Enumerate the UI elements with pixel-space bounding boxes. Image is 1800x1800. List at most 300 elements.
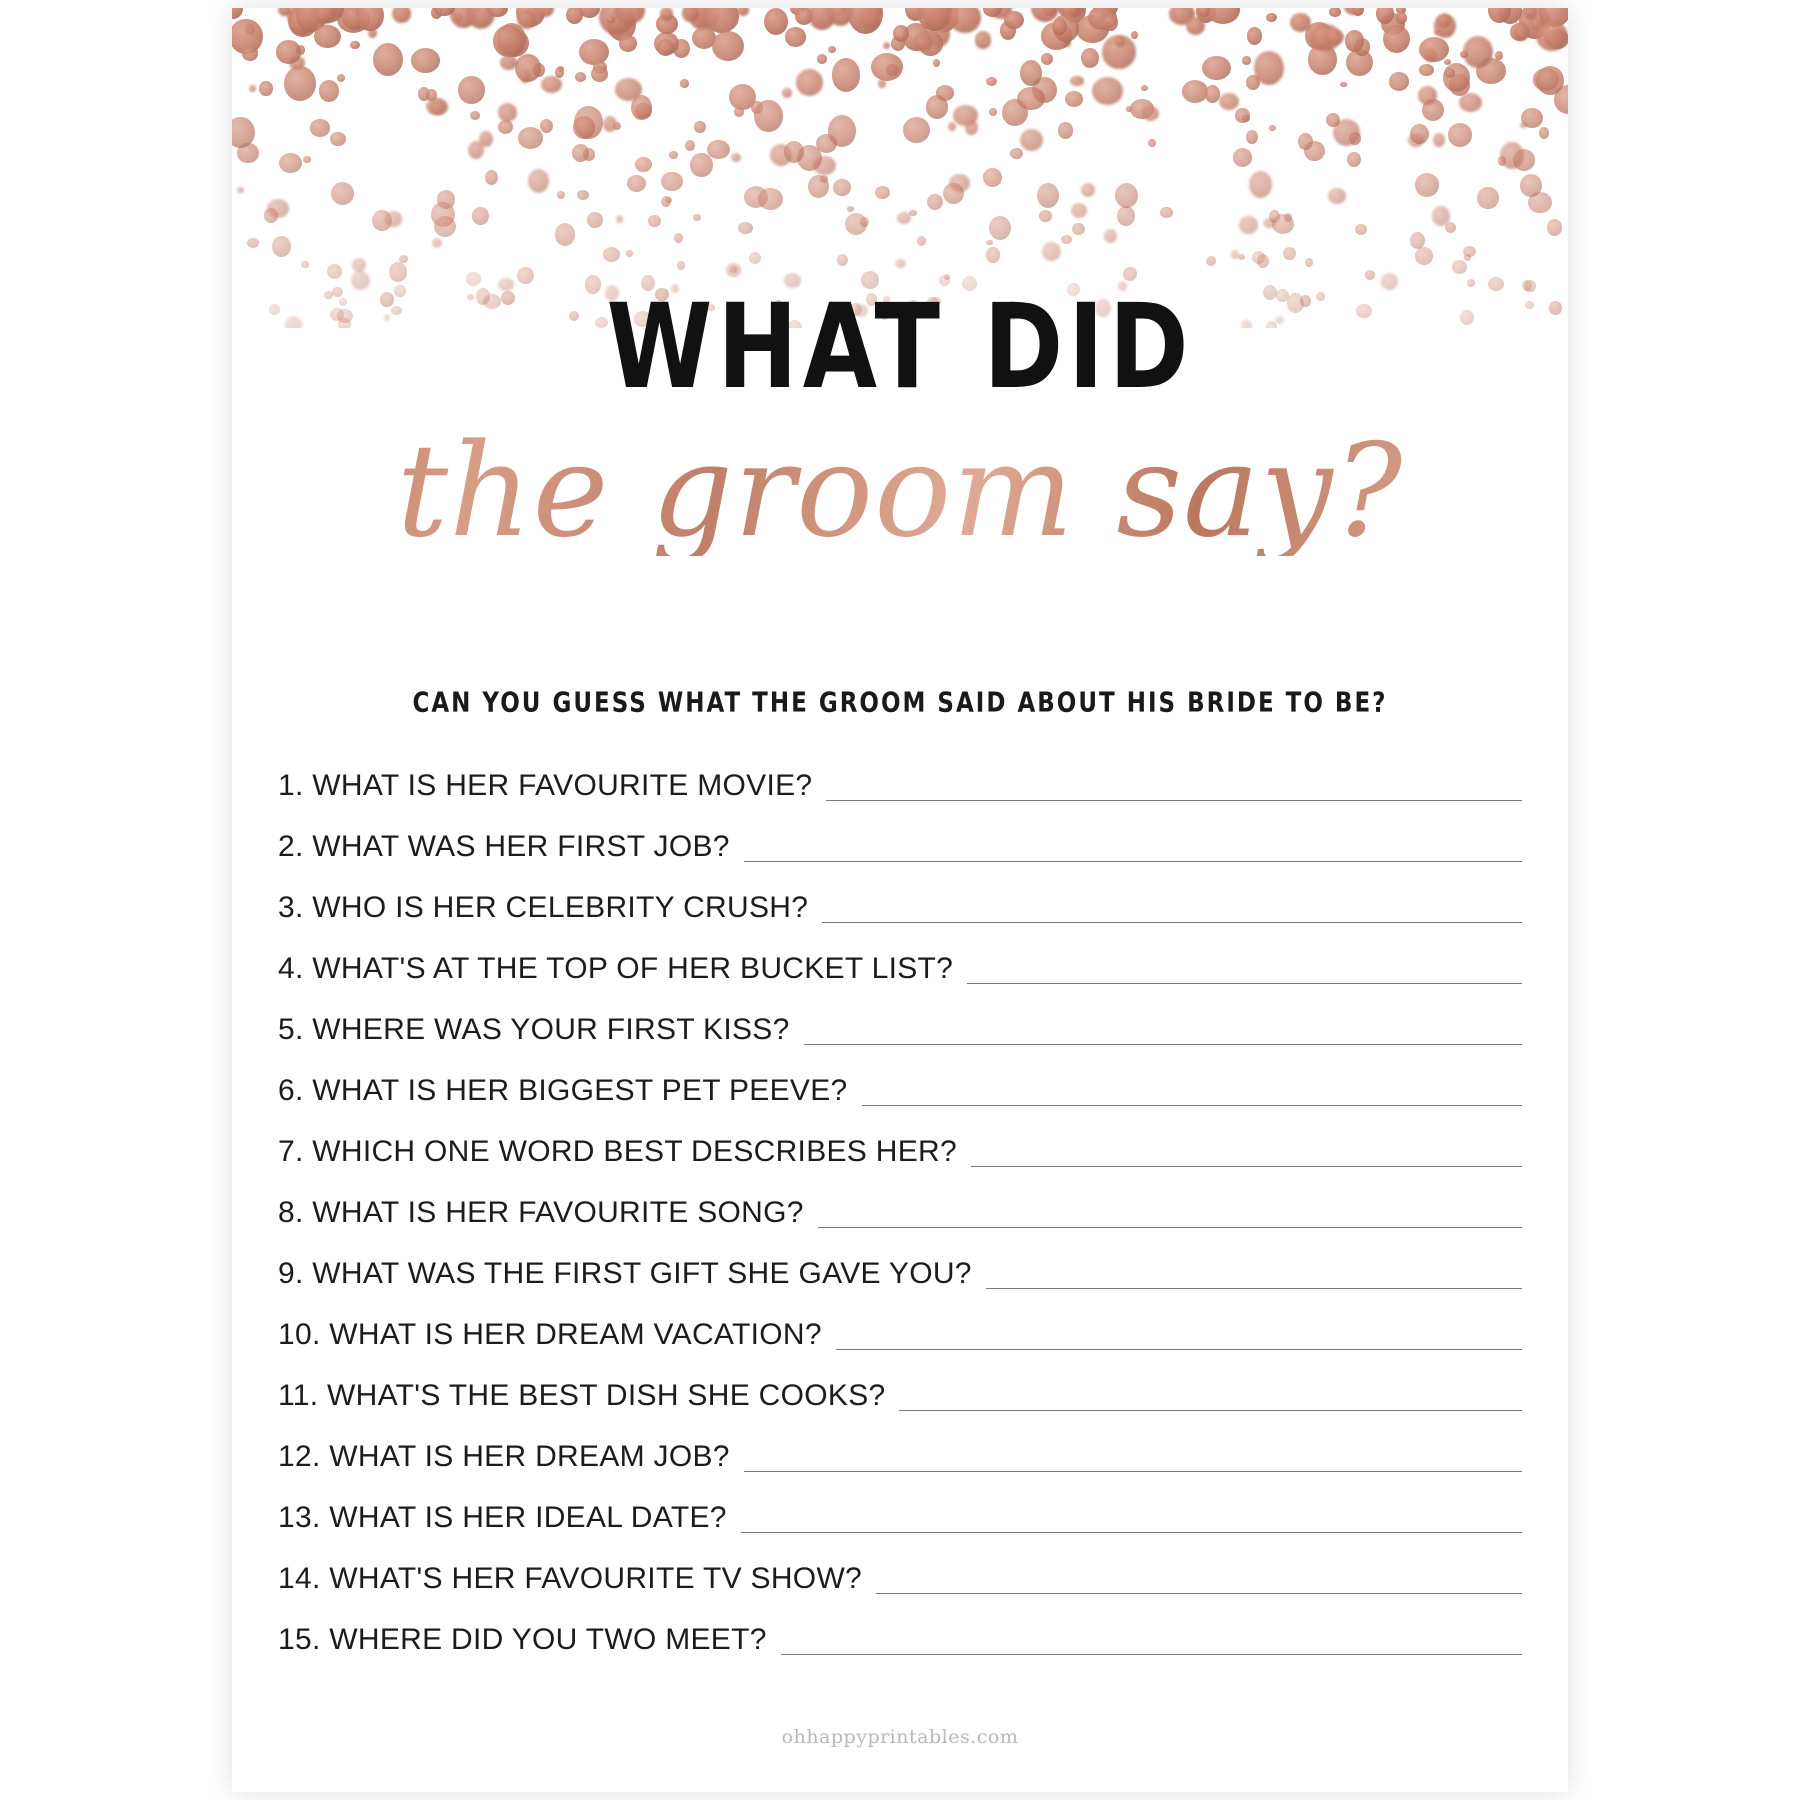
confetti-dot: [1037, 183, 1059, 208]
confetti-dot: [1345, 30, 1364, 51]
confetti-dot: [1061, 235, 1072, 244]
confetti-dot: [656, 14, 677, 33]
confetti-dot: [1060, 8, 1084, 18]
confetti-dot: [1269, 125, 1276, 131]
confetti-dot: [860, 217, 869, 227]
confetti-dot: [279, 153, 302, 173]
confetti-dot: [1254, 51, 1284, 86]
question-text: 13. WHAT IS HER IDEAL DATE?: [278, 1501, 727, 1534]
list-item: [232, 1480, 1568, 1541]
confetti-dot: [990, 8, 1012, 19]
confetti-dot: [1419, 37, 1449, 62]
confetti-dot: [1418, 86, 1437, 105]
question-text: 8. WHAT IS HER FAVOURITE SONG?: [278, 1196, 804, 1229]
confetti-dot: [232, 8, 243, 19]
confetti-dot: [1347, 152, 1361, 167]
confetti-dot: [566, 8, 583, 24]
confetti-dot: [536, 8, 553, 17]
confetti-dot: [1304, 141, 1325, 161]
confetti-dot: [487, 8, 508, 17]
confetti-dot: [1445, 222, 1456, 233]
confetti-dot: [1102, 21, 1110, 28]
confetti-dot: [1326, 113, 1341, 128]
confetti-dot: [813, 156, 836, 175]
confetti-dot: [1500, 8, 1509, 15]
confetti-dot: [1102, 35, 1135, 69]
confetti-dot: [1396, 12, 1407, 24]
confetti-dot: [555, 223, 575, 246]
confetti-dot: [1349, 132, 1361, 145]
confetti-dot: [458, 76, 485, 103]
confetti-dot: [737, 8, 749, 16]
answer-line[interactable]: [836, 1349, 1522, 1350]
confetti-dot: [337, 8, 370, 33]
confetti-dot: [660, 8, 673, 21]
confetti-dot: [312, 8, 337, 23]
confetti-dot: [1196, 8, 1216, 23]
printable-card: [232, 8, 1568, 1792]
confetti-dot: [729, 84, 756, 110]
confetti-dot: [247, 238, 259, 248]
confetti-dot: [1252, 251, 1265, 264]
confetti-dot: [1126, 106, 1132, 112]
confetti-dot: [431, 8, 442, 19]
confetti-dot: [1434, 30, 1441, 36]
confetti-dot: [1032, 77, 1057, 103]
confetti-dot: [327, 264, 342, 279]
answer-line[interactable]: [744, 1471, 1522, 1472]
confetti-dot: [1141, 85, 1148, 92]
confetti-dot: [287, 8, 312, 28]
answer-line[interactable]: [826, 800, 1522, 801]
confetti-dot: [1115, 183, 1138, 208]
confetti-dot: [953, 105, 978, 126]
confetti-dot: [237, 143, 258, 163]
confetti-dot: [1355, 224, 1367, 235]
confetti-dot: [1448, 123, 1473, 147]
confetti-dot: [673, 39, 690, 59]
confetti-dot: [1495, 51, 1503, 60]
answer-line[interactable]: [804, 1044, 1522, 1045]
confetti-dot: [909, 210, 917, 216]
confetti-dot: [1521, 108, 1544, 129]
confetti-dot: [1464, 254, 1471, 260]
confetti-dot: [276, 40, 302, 63]
answer-line[interactable]: [741, 1532, 1522, 1533]
confetti-dot: [1329, 8, 1340, 17]
confetti-dot: [1000, 21, 1017, 40]
confetti-dot: [314, 25, 341, 48]
confetti-dot: [796, 69, 823, 95]
confetti-dot: [1305, 22, 1333, 50]
confetti-dot: [1182, 80, 1208, 103]
answer-line[interactable]: [781, 1654, 1522, 1655]
confetti-dot: [259, 81, 272, 96]
confetti-dot: [1408, 133, 1424, 147]
confetti-dot: [1510, 23, 1529, 40]
confetti-dot: [758, 188, 782, 210]
confetti-dot: [485, 170, 498, 185]
confetti-dot: [1148, 139, 1156, 147]
confetti-dot: [933, 59, 940, 67]
confetti-dot: [837, 254, 848, 266]
confetti-dot: [1142, 106, 1159, 121]
confetti-dot: [1092, 77, 1123, 105]
confetti-dot: [479, 131, 493, 146]
confetti-dot: [692, 27, 716, 49]
confetti-dot: [1419, 64, 1433, 76]
confetti-dot: [237, 187, 244, 193]
confetti-dot: [923, 8, 959, 33]
confetti-dot: [693, 214, 701, 221]
confetti-dot: [613, 122, 621, 130]
confetti-dot: [1020, 129, 1043, 151]
confetti-dot: [1514, 22, 1530, 40]
confetti-dot: [245, 24, 255, 35]
answer-line[interactable]: [876, 1593, 1522, 1594]
answer-line[interactable]: [822, 922, 1522, 923]
confetti-dot: [832, 58, 860, 91]
confetti-dot: [426, 98, 446, 115]
confetti-dot: [433, 8, 454, 16]
confetti-dot: [1257, 254, 1269, 268]
confetti-dot: [1443, 63, 1471, 92]
confetti-dot: [1263, 218, 1276, 229]
confetti-dot: [310, 119, 330, 136]
confetti-dot: [1305, 258, 1314, 268]
confetti-dot: [749, 252, 761, 264]
confetti-dot: [917, 236, 926, 246]
confetti-dot: [472, 8, 481, 12]
confetti-dot: [929, 8, 938, 13]
confetti-dot: [699, 8, 707, 12]
confetti-dot: [1546, 29, 1568, 49]
confetti-dot: [311, 8, 344, 23]
answer-line[interactable]: [971, 1166, 1522, 1167]
confetti-dot: [1070, 76, 1083, 87]
confetti-dot: [1554, 85, 1568, 113]
confetti-dot: [1053, 14, 1080, 42]
confetti-dot: [616, 215, 623, 223]
confetti-dot: [426, 89, 437, 101]
confetti-dot: [1539, 8, 1568, 27]
confetti-dot: [688, 8, 717, 30]
confetti-dot: [1520, 174, 1542, 197]
question-list: [232, 748, 1568, 1663]
confetti-dot: [356, 8, 384, 31]
confetti-dot: [583, 148, 595, 162]
confetti-dot: [1246, 130, 1258, 143]
watermark-footer: ohhappyprintables.com: [781, 1726, 1019, 1748]
confetti-dot: [500, 29, 529, 58]
confetti-dot: [1530, 18, 1545, 31]
confetti-dot: [497, 23, 526, 56]
confetti-dot: [859, 8, 881, 19]
confetti-dot: [437, 190, 456, 208]
confetti-dot: [986, 247, 1000, 263]
confetti-dot: [1076, 15, 1109, 43]
answer-line[interactable]: [967, 983, 1522, 984]
confetti-dot: [555, 67, 564, 78]
confetti-dot: [303, 156, 311, 163]
confetti-dot: [1290, 13, 1311, 32]
confetti-dot: [983, 8, 1002, 17]
confetti-dot: [626, 250, 634, 257]
confetti-dot: [1206, 256, 1216, 266]
confetti-dot: [1010, 148, 1023, 160]
confetti-dot: [603, 247, 620, 262]
confetti-dot: [1544, 30, 1558, 45]
confetti-dot: [1434, 14, 1456, 38]
confetti-dot: [515, 54, 541, 82]
confetti-dot: [1104, 229, 1117, 243]
confetti-dot: [635, 157, 652, 172]
confetti-dot: [411, 48, 440, 73]
confetti-dot: [784, 141, 804, 163]
confetti-dot: [1284, 213, 1292, 222]
list-item: [232, 1114, 1568, 1175]
question-text: 3. WHO IS HER CELEBRITY CRUSH?: [278, 891, 809, 924]
confetti-dot: [816, 134, 837, 153]
confetti-dot: [1246, 75, 1259, 90]
confetti-dot: [903, 23, 929, 51]
confetti-dot: [661, 172, 683, 192]
answer-line[interactable]: [744, 861, 1522, 862]
confetti-dot: [848, 8, 883, 34]
confetti-dot: [498, 120, 514, 134]
list-item: [232, 1419, 1568, 1480]
confetti-dot: [1088, 8, 1117, 30]
list-item: [232, 1602, 1568, 1663]
confetti-dot: [450, 8, 477, 28]
confetti-dot: [1536, 21, 1568, 52]
answer-line[interactable]: [899, 1410, 1522, 1411]
confetti-dot: [684, 8, 703, 19]
confetti-dot: [1539, 127, 1549, 138]
confetti-dot: [631, 95, 652, 120]
confetti-dot: [817, 54, 827, 63]
confetti-dot: [690, 153, 712, 177]
confetti-dot: [587, 212, 603, 228]
confetti-dot: [392, 8, 410, 23]
confetti-dot: [284, 66, 316, 101]
confetti-dot: [635, 103, 651, 120]
confetti-dot: [883, 42, 891, 49]
confetti-dot: [1333, 119, 1361, 146]
confetti-dot: [680, 79, 690, 87]
confetti-dot: [648, 215, 661, 227]
confetti-dot: [1536, 66, 1564, 95]
question-text: 4. WHAT'S AT THE TOP OF HER BUCKET LIST?: [278, 952, 954, 985]
confetti-dot: [731, 153, 741, 162]
confetti-dot: [232, 117, 255, 148]
confetti-dot: [579, 39, 608, 65]
confetti-dot: [533, 63, 545, 77]
question-text: 12. WHAT IS HER DREAM JOB?: [278, 1440, 730, 1473]
question-text: 11. WHAT'S THE BEST DISH SHE COOKS?: [278, 1379, 886, 1412]
confetti-dot: [350, 41, 359, 49]
question-text: 15. WHERE DID YOU TWO MEET?: [278, 1623, 767, 1656]
confetti-dot: [1186, 17, 1205, 35]
confetti-dot: [674, 233, 683, 243]
confetti-dot: [696, 8, 720, 27]
confetti-dot: [572, 144, 589, 161]
confetti-dot: [455, 12, 463, 21]
confetti-dot: [493, 25, 524, 58]
confetti-dot: [249, 85, 256, 92]
list-item: [232, 931, 1568, 992]
confetti-dot: [1376, 8, 1395, 24]
confetti-dot: [891, 36, 905, 51]
confetti-dot: [1115, 36, 1126, 46]
confetti-dot: [1346, 49, 1373, 76]
confetti-dot: [331, 182, 355, 205]
confetti-dot: [859, 9, 879, 29]
confetti-dot: [1444, 68, 1455, 78]
confetti-dot: [1063, 39, 1071, 48]
confetti-dot: [372, 210, 392, 231]
confetti-dot: [520, 71, 531, 83]
confetti-dot: [926, 22, 950, 47]
confetti-dot: [949, 174, 970, 193]
title-block: [232, 278, 1568, 566]
confetti-dot: [1449, 74, 1471, 96]
confetti-dot: [869, 8, 882, 17]
confetti-dot: [669, 151, 679, 159]
confetti-dot: [1235, 108, 1249, 123]
confetti-dot: [730, 266, 737, 272]
confetti-dot: [1308, 44, 1336, 75]
confetti-dot: [1093, 8, 1118, 18]
answer-line[interactable]: [862, 1105, 1522, 1106]
confetti-dot: [373, 43, 403, 76]
confetti-dot: [315, 8, 333, 24]
confetti-dot: [615, 78, 642, 101]
confetti-dot: [1266, 13, 1277, 22]
confetti-dot: [797, 145, 822, 171]
confetti-dot: [1103, 14, 1118, 31]
confetti-dot: [389, 262, 407, 282]
confetti-dot: [264, 208, 278, 222]
confetti-dot: [1205, 85, 1220, 102]
confetti-dot: [434, 216, 456, 237]
confetti-dot: [540, 119, 553, 133]
confetti-dot: [528, 169, 549, 193]
confetti-dot: [1283, 247, 1296, 260]
confetti-dot: [432, 238, 442, 248]
list-item: [232, 1236, 1568, 1297]
confetti-dot: [431, 202, 454, 227]
confetti-dot: [1533, 68, 1559, 90]
confetti-dot: [1198, 8, 1210, 17]
confetti-dot: [1058, 8, 1080, 18]
confetti-dot: [936, 85, 954, 100]
confetti-dot: [1062, 8, 1086, 23]
confetti-dot: [593, 61, 608, 74]
confetti-dot: [989, 216, 1011, 240]
confetti-dot: [1160, 207, 1172, 218]
confetti-dot: [704, 8, 739, 33]
confetti-dot: [918, 31, 943, 55]
confetti-dot: [1020, 60, 1042, 86]
confetti-dot: [1459, 93, 1482, 113]
confetti-dot: [472, 207, 489, 225]
confetti-dot: [574, 106, 602, 139]
confetti-dot: [430, 99, 447, 114]
confetti-dot: [1269, 210, 1281, 223]
confetti-dot: [1002, 99, 1028, 126]
confetti-dot: [1031, 8, 1059, 22]
list-item: [232, 992, 1568, 1053]
confetti-dot: [1410, 124, 1429, 145]
confetti-dot: [785, 27, 806, 46]
list-item: [232, 1541, 1568, 1602]
confetti-dot: [845, 213, 867, 235]
confetti-dot: [903, 117, 930, 143]
confetti-dot: [557, 191, 565, 200]
confetti-dot: [242, 46, 259, 61]
confetti-dot: [1169, 8, 1195, 25]
confetti-dot: [847, 206, 853, 212]
confetti-dot: [289, 56, 305, 70]
confetti-dot: [832, 8, 846, 16]
confetti-dot: [1004, 11, 1024, 29]
confetti-dot: [342, 8, 367, 30]
confetti-dot: [352, 258, 366, 272]
confetti-dot: [770, 144, 792, 166]
confetti-dot: [1415, 247, 1434, 265]
confetti-dot: [1513, 149, 1535, 171]
confetti-dot: [677, 261, 685, 269]
confetti-dot: [1528, 192, 1552, 213]
confetti-dot: [1325, 29, 1344, 45]
confetti-dot: [1063, 8, 1079, 16]
confetti-dot: [517, 10, 536, 29]
confetti-dot: [833, 179, 850, 197]
confetti-dot: [1231, 250, 1239, 259]
confetti-dot: [1041, 22, 1073, 50]
confetti-dot: [1017, 87, 1045, 111]
confetti-dot: [795, 8, 813, 25]
confetti-dot: [1422, 99, 1444, 121]
confetti-dot: [1326, 36, 1333, 44]
confetti-dot: [1249, 171, 1273, 198]
answer-line[interactable]: [986, 1288, 1522, 1289]
confetti-dot: [1039, 210, 1053, 222]
confetti-dot: [1043, 8, 1055, 16]
confetti-dot: [1389, 72, 1410, 91]
instruction-text: CAN YOU GUESS WHAT THE GROOM SAID ABOUT HIS BRIDE TO BE?: [412, 688, 1388, 719]
confetti-dot: [1524, 8, 1537, 20]
confetti-dot: [1344, 8, 1363, 15]
question-text: 14. WHAT'S HER FAVOURITE TV SHOW?: [278, 1562, 863, 1595]
confetti-dot: [1072, 223, 1085, 235]
confetti-dot: [913, 33, 933, 51]
confetti-dot: [591, 66, 608, 81]
confetti-dot: [808, 175, 829, 197]
confetti-dot: [926, 95, 949, 119]
confetti-dot: [330, 132, 346, 145]
confetti-dot: [577, 190, 589, 201]
answer-line[interactable]: [818, 1227, 1522, 1228]
confetti-dot: [627, 175, 646, 192]
confetti-dot: [661, 196, 671, 207]
confetti-dot: [1477, 187, 1498, 210]
confetti-dot: [905, 8, 926, 21]
question-text: 7. WHICH ONE WORD BEST DESCRIBES HER?: [278, 1135, 957, 1168]
confetti-dot: [1424, 48, 1438, 62]
confetti-dot: [975, 31, 992, 48]
